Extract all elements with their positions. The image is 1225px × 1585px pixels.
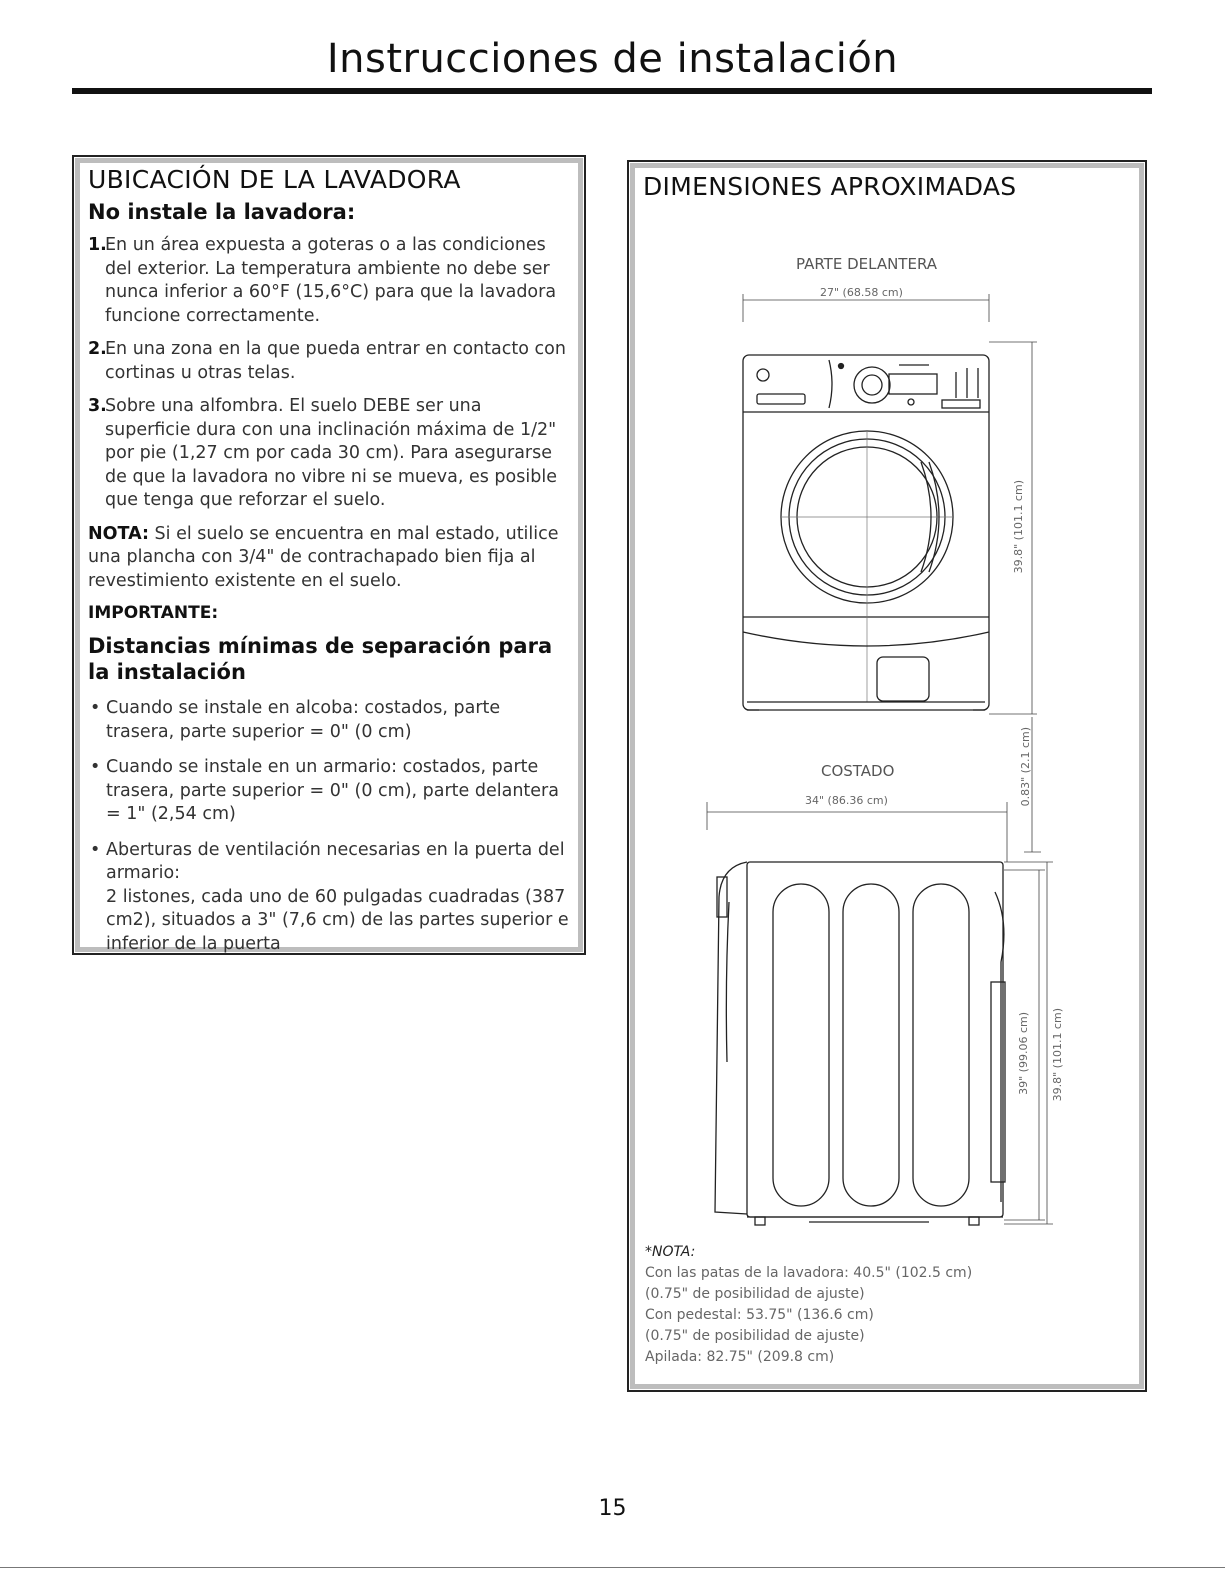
important-label: IMPORTANTE: [88,603,219,623]
vent-text-1: Aberturas de ventilación necesarias en la puerta del armario: [106,839,565,883]
dimensions-heading: DIMENSIONES APROXIMADAS [643,172,1017,201]
note-label: NOTA: [88,523,149,544]
front-width-label: 27" (68.58 cm) [820,286,903,299]
do-not-install-heading: No instale la lavadora: [88,200,356,224]
dimensions-note [645,1242,972,1368]
front-height-label: 39.8" (101.1 cm) [1012,480,1025,574]
note-line: (0.75" de posibilidad de ajuste) [645,1328,865,1344]
side-body-height-label: 39" (99.06 cm) [1017,1012,1030,1095]
page-number: 15 [598,1496,627,1521]
list-item [88,338,570,385]
list-item [88,234,570,328]
note-line: (0.75" de posibilidad de ajuste) [645,1286,865,1302]
do-not-install-list [88,234,570,513]
step-number: 1. [88,235,107,255]
step-text: Sobre una alfombra. El suelo DEBE ser una superficie dura con una inclinación máxima de 1/2" por pie (1,27 cm por cada 30 cm). Para asegurarse de que la lavadora no vibre ni se mueva, es posible que tenga que reforzar el suelo. [105,396,557,510]
location-heading: UBICACIÓN DE LA LAVADORA [88,165,461,194]
note-line: Con pedestal: 53.75" (136.6 cm) [645,1307,874,1323]
note-line: Con las patas de la lavadora: 40.5" (102.5 cm) [645,1265,973,1281]
step-text: En un área expuesta a goteras o a las condiciones del exterior. La temperatura ambiente no debe ser nunca inferior a 60°F (15,6°C) para que la lavadora funcione correctamente. [105,235,557,326]
front-view-label: PARTE DELANTERA [796,255,938,273]
location-panel-content [88,165,570,968]
title-rule [72,88,1152,94]
step-text: En una zona en la que pueda entrar en contacto con cortinas u otras telas. [105,339,566,383]
side-total-height-label: 39.8" (101.1 cm) [1051,1008,1064,1102]
list-item: • Cuando se instale en un armario: costados, parte trasera, parte superior = 0" (0 cm), parte delantera = 1" (2,54 cm) [88,756,570,827]
bottom-rule [0,1567,1225,1568]
vent-text-2: 2 listones, cada uno de 60 pulgadas cuadradas (387 cm2), situados a 3" (7,6 cm) de las partes superior e inferior de la puerta [106,886,569,954]
side-depth-label: 34" (86.36 cm) [805,794,888,807]
list-item [88,395,570,513]
note-line: Apilada: 82.75" (209.8 cm) [645,1349,835,1365]
page-title: Instrucciones de instalación [326,36,899,82]
front-view-drawing [743,294,1037,714]
clearance-heading: Distancias mínimas de separación para la instalación [88,634,553,684]
step-number: 3. [88,396,107,416]
location-panel [72,155,586,955]
step-number: 2. [88,339,107,359]
note-heading: *NOTA: [645,1244,696,1260]
side-view-label: COSTADO [821,762,895,780]
list-item: • Cuando se instale en alcoba: costados, parte trasera, parte superior = 0" (0 cm) [88,697,570,744]
clearance-list [88,697,570,956]
dimensions-panel [627,160,1147,1392]
floor-note [88,523,570,594]
note-text: Si el suelo se encuentra en mal estado, utilice una plancha con 3/4" de contrachapado bien fija al revestimiento existente en el suelo. [88,523,559,591]
list-item [88,839,570,957]
top-gap-label: 0.83" (2.1 cm) [1019,727,1032,807]
